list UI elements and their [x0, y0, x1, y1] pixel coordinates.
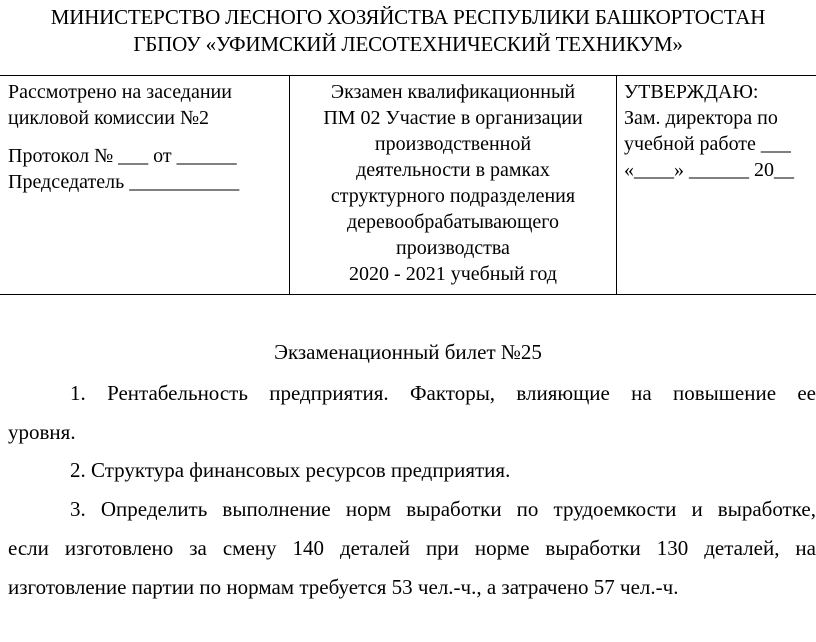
question-1: [8, 374, 816, 452]
exam-info-line-6: деревообрабатывающего: [347, 211, 559, 233]
approval-date-line: «____» ______ 20__: [624, 159, 794, 181]
table-bottom-border: [0, 294, 816, 295]
exam-info-line-5: структурного подразделения: [330, 185, 576, 207]
exam-info-cell: [294, 79, 612, 287]
protocol-line: Протокол № ___ от ______: [8, 145, 237, 167]
question-3: [8, 490, 816, 607]
exam-info-line-1: Экзамен квалификационный: [330, 81, 576, 103]
question-3-line-3: изготовление партии по нормам требуется 53 чел.-ч., а затрачено 57 чел.-ч.: [8, 575, 679, 599]
question-2: [8, 451, 816, 490]
table-top-border: [0, 75, 816, 76]
question-3-line-2: если изготовлено за смену 140 деталей при норме выработки 130 деталей, на: [8, 536, 816, 560]
exam-info-line-3: производственной: [374, 133, 532, 155]
question-3-line-1: 3. Определить выполнение норм выработки по трудоемкости и выработке,: [70, 497, 816, 521]
approval-line-2: Зам. директора по: [624, 107, 778, 129]
approval-heading: УТВЕРЖДАЮ:: [624, 81, 759, 103]
commission-cell: [8, 79, 288, 195]
institution-name: ГБПОУ «УФИМСКИЙ ЛЕСОТЕХНИЧЕСКИЙ ТЕХНИКУМ»: [133, 32, 683, 56]
table-divider-1: [289, 75, 290, 295]
ticket-title: Экзаменационный билет №25: [274, 340, 542, 364]
table-divider-2: [616, 75, 617, 295]
approval-line-3: учебной работе ___: [624, 133, 791, 155]
question-2-text: 2. Структура финансовых ресурсов предприятия.: [70, 458, 511, 482]
question-1-line-1: 1. Рентабельность предприятия. Факторы, влияющие на повышение ее: [70, 381, 816, 405]
approval-cell: [624, 79, 816, 183]
exam-info-line-7: производства: [396, 237, 510, 259]
commission-line-2: цикловой комиссии №2: [8, 107, 210, 129]
exam-info-line-2: ПМ 02 Участие в организации: [323, 107, 583, 129]
document-header: [0, 4, 816, 58]
commission-line-1: Рассмотрено на заседании: [8, 81, 232, 103]
academic-year: 2020 - 2021 учебный год: [349, 263, 557, 285]
question-1-line-2: уровня.: [8, 420, 76, 444]
chairman-line: Председатель ___________: [8, 171, 240, 193]
ministry-name: МИНИСТЕРСТВО ЛЕСНОГО ХОЗЯЙСТВА РЕСПУБЛИКИ БАШКОРТОСТАН: [50, 5, 766, 29]
exam-info-line-4: деятельности в рамках: [356, 159, 550, 181]
